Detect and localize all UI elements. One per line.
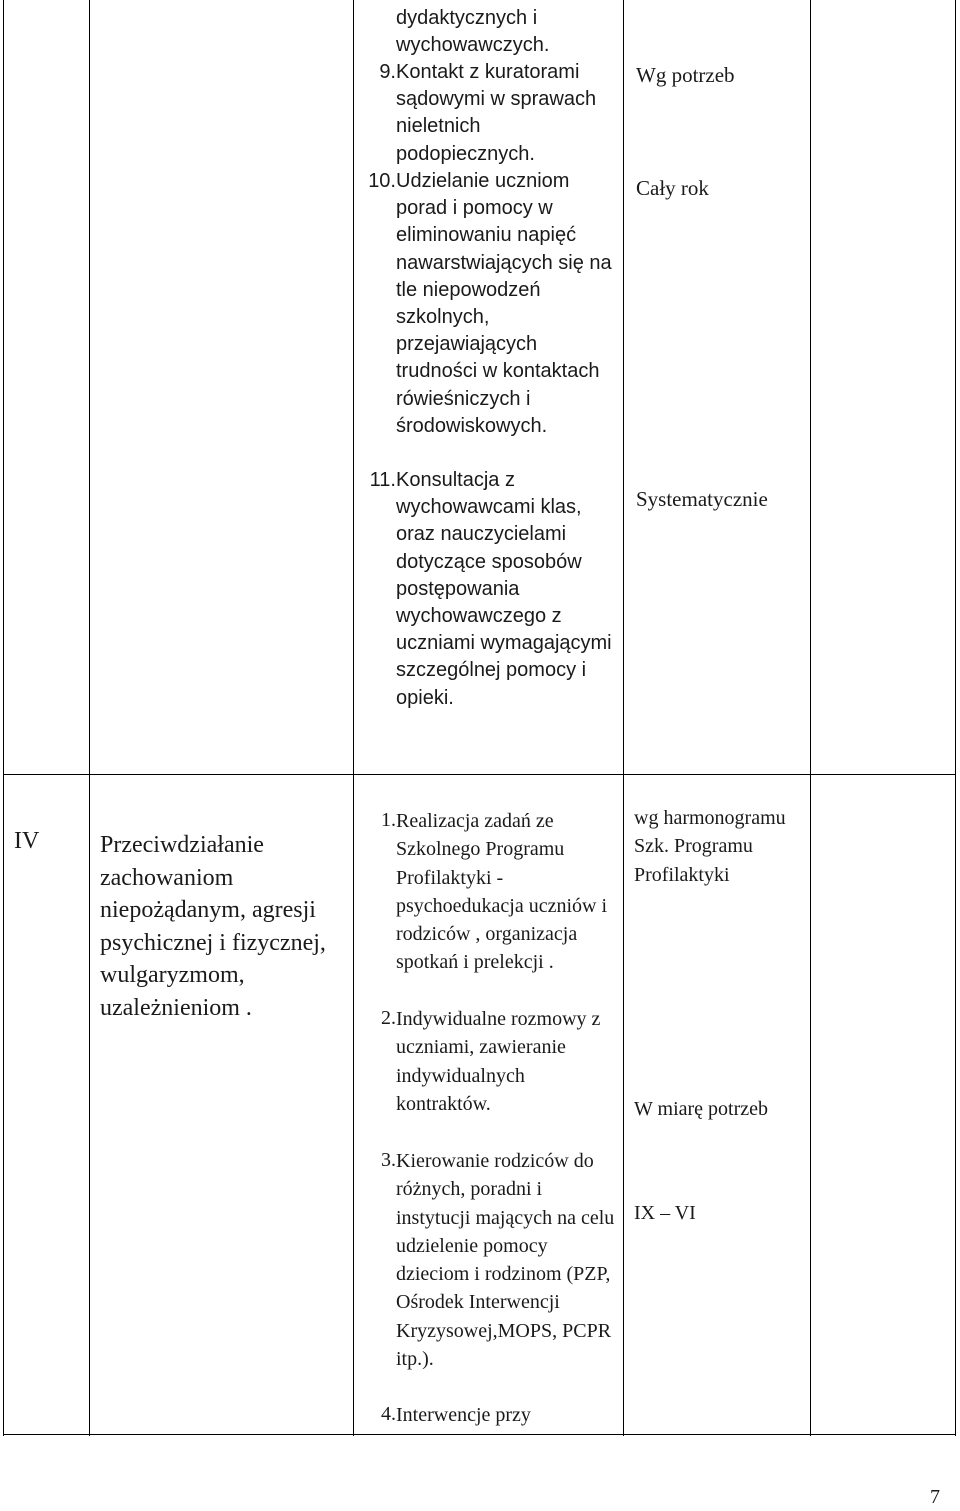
term-label: Systematycznie (636, 487, 768, 511)
term-label: Wg potrzeb (636, 63, 735, 87)
list-item-text: Realizacja zadań ze Szkolnego Programu Profilaktyki - psychoedukacja uczniów i rodziców , organizacja spotkań i prelekcji . (396, 810, 608, 974)
table-divider-1 (89, 0, 90, 1436)
list-item-text: Interwencje przy (396, 1404, 531, 1426)
table-divider-3 (623, 0, 624, 1436)
table-divider-4 (810, 0, 811, 1436)
top-row-activities (360, 5, 622, 765)
term-label: IX – VI (634, 1202, 696, 1224)
list-item-text: Konsultacja z wychowawcami klas, oraz nauczycielami dotyczące sposobów postępowania wychowawczego z uczniami wymagającymi szczególnej pomocy i opieki. (396, 469, 612, 709)
term-label: Cały rok (636, 176, 709, 200)
row-topic: Przeciwdziałanie zachowaniom niepożądanym, agresji psychicznej i fizycznej, wulgaryzmom, uzależnieniom . (100, 832, 326, 1021)
list-item-number: 1. (381, 809, 396, 831)
table-border-right (955, 0, 956, 1436)
row-number: IV (14, 828, 40, 854)
table-border-left (3, 0, 4, 1436)
list-item-number: 3. (381, 1149, 396, 1171)
term-label: W miarę potrzeb (634, 1098, 769, 1120)
row-iv-activities (360, 807, 622, 1427)
list-item-number: 4. (381, 1403, 396, 1425)
list-item-number: 10. (368, 170, 396, 192)
row-separator (3, 774, 956, 775)
list-item-text: dydaktycznych i wychowawczych. (396, 7, 550, 57)
list-item-number: 2. (381, 1007, 396, 1029)
list-item-text: Indywidualne rozmowy z uczniami, zawieranie indywidualnych kontraktów. (396, 1008, 601, 1115)
list-item-text: Kontakt z kuratorami sądowymi w sprawach nieletnich podopiecznych. (396, 61, 597, 165)
table-divider-2 (353, 0, 354, 1436)
list-item-text: Kierowanie rodziców do różnych, poradni i instytucji mających na celu udzielenie pomocy dzieciom i rodzinom (PZP, Ośrodek Interwencji Kryzysowej,MOPS, PCPR itp.). (396, 1150, 615, 1371)
table-border-bottom (3, 1434, 956, 1435)
term-label: wg harmonogramu Szk. Programu Profilaktyki (634, 807, 786, 886)
list-item-number: 11. (369, 469, 396, 491)
list-item-text: Udzielanie uczniom porad i pomocy w eliminowaniu napięć nawarstwiających się na tle niepowodzeń szkolnych, przejawiających trudności w kontaktach rówieśniczych i środowiskowych. (396, 170, 612, 437)
list-item-number: 9. (379, 61, 396, 83)
page-number: 7 (930, 1486, 940, 1508)
